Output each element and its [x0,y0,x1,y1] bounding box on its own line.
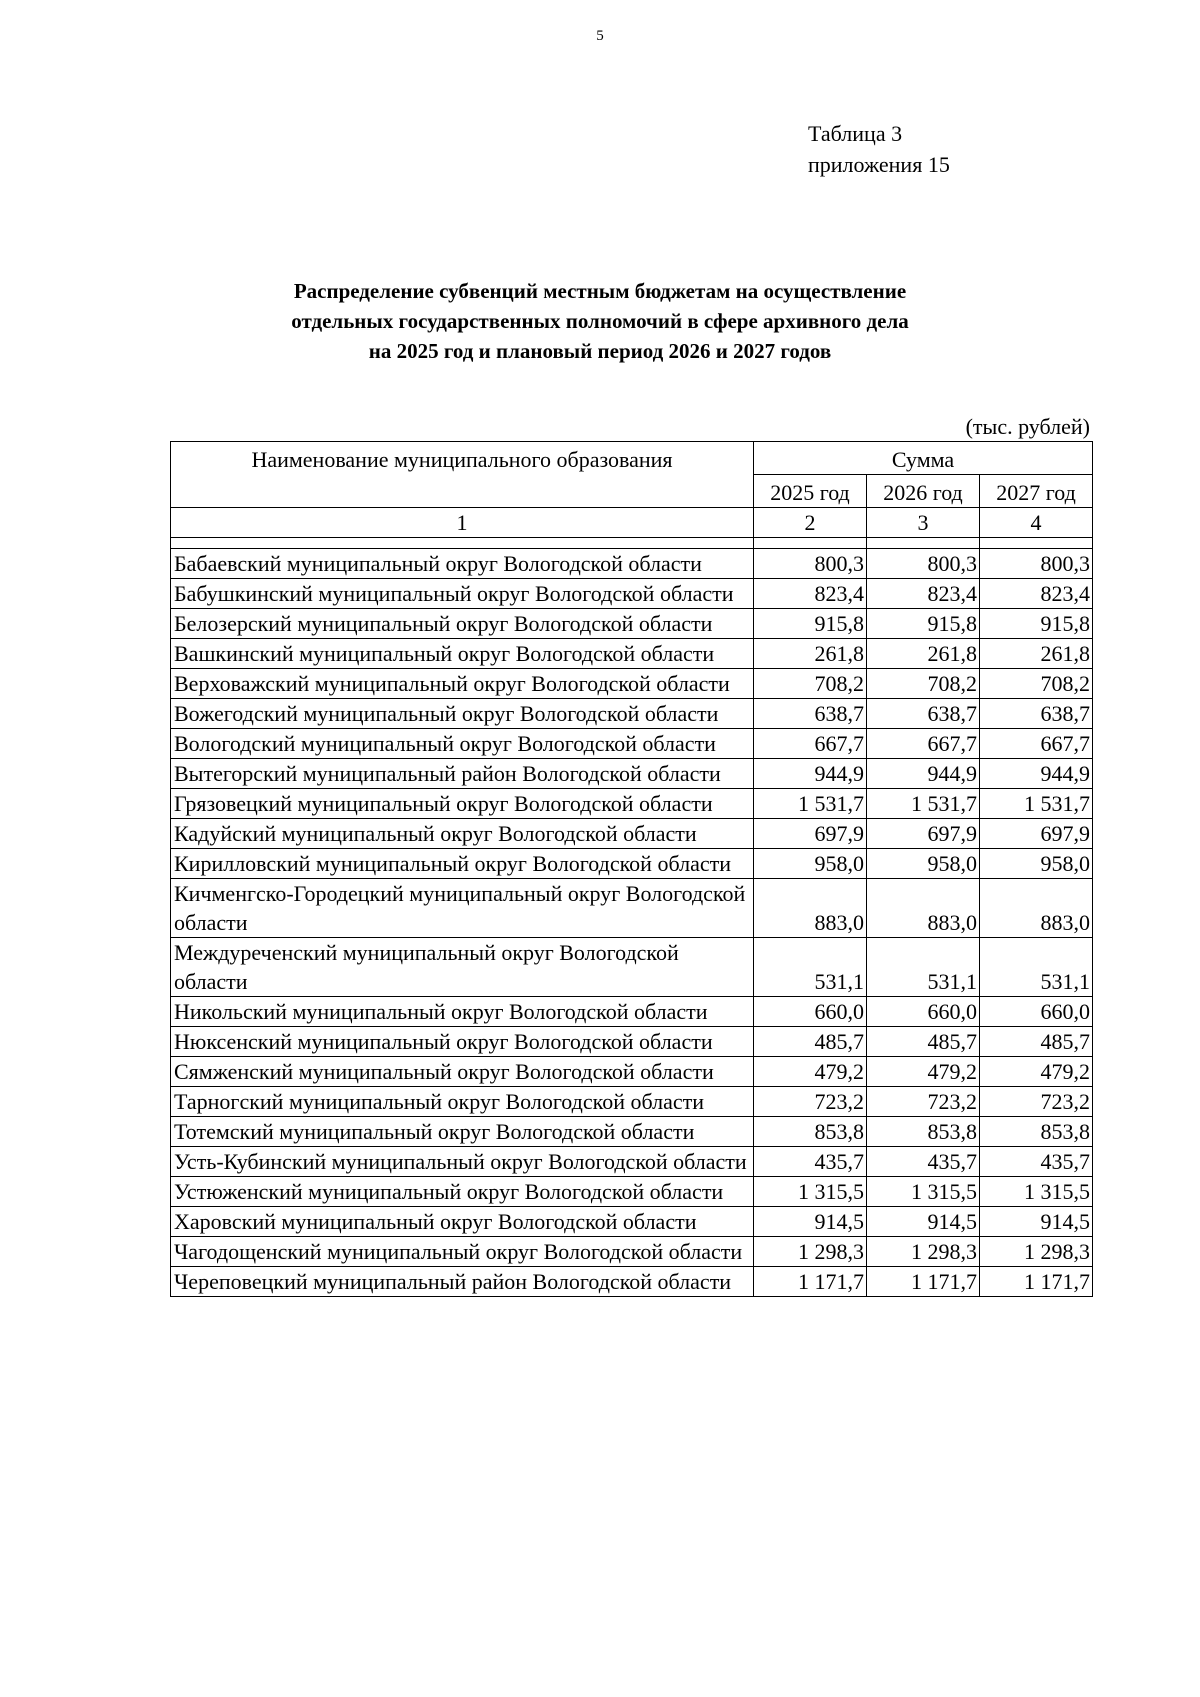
municipality-name: Грязовецкий муниципальный округ Вологодской области [171,789,754,819]
table-row [171,699,1093,729]
value-2026: 638,7 [867,699,980,729]
value-2027: 723,2 [980,1087,1093,1117]
value-2025: 883,0 [754,879,867,938]
value-2025: 660,0 [754,997,867,1027]
table-row [171,1027,1093,1057]
column-number: 3 [867,508,980,538]
header-sum: Сумма [754,442,1093,475]
table-row [171,759,1093,789]
municipality-name: Белозерский муниципальный округ Вологодской области [171,609,754,639]
value-2026: 944,9 [867,759,980,789]
value-2026: 1 531,7 [867,789,980,819]
value-2026: 479,2 [867,1057,980,1087]
municipality-name: Сямженский муниципальный округ Вологодской области [171,1057,754,1087]
value-2026: 1 298,3 [867,1237,980,1267]
value-2025: 944,9 [754,759,867,789]
value-2025: 531,1 [754,938,867,997]
value-2027: 485,7 [980,1027,1093,1057]
value-2025: 853,8 [754,1117,867,1147]
value-2025: 261,8 [754,639,867,669]
value-2025: 485,7 [754,1027,867,1057]
value-2026: 723,2 [867,1087,980,1117]
municipality-name: Бабаевский муниципальный округ Вологодской области [171,549,754,579]
value-2025: 435,7 [754,1147,867,1177]
value-2026: 800,3 [867,549,980,579]
table-row [171,549,1093,579]
value-2025: 823,4 [754,579,867,609]
value-2027: 667,7 [980,729,1093,759]
table-row [171,997,1093,1027]
municipality-name: Устюженский муниципальный округ Вологодской области [171,1177,754,1207]
value-2027: 958,0 [980,849,1093,879]
value-2027: 261,8 [980,639,1093,669]
title-line-1: Распределение субвенций местным бюджетам на осуществление [293,279,907,303]
table-row [171,1267,1093,1297]
value-2026: 660,0 [867,997,980,1027]
table-row [171,1177,1093,1207]
value-2026: 708,2 [867,669,980,699]
header-name: Наименование муниципального образования [171,442,754,508]
table-row [171,938,1093,997]
municipality-name: Кадуйский муниципальный округ Вологодской области [171,819,754,849]
column-number: 2 [754,508,867,538]
municipality-name: Тарногский муниципальный округ Вологодской области [171,1087,754,1117]
value-2025: 638,7 [754,699,867,729]
value-2027: 823,4 [980,579,1093,609]
table-reference: Таблица 3 [808,121,903,146]
municipality-name: Междуреченский муниципальный округ Вологодской области [171,938,754,997]
value-2027: 660,0 [980,997,1093,1027]
value-2025: 914,5 [754,1207,867,1237]
value-2025: 723,2 [754,1087,867,1117]
subvention-table [170,441,1093,1297]
value-2026: 853,8 [867,1117,980,1147]
municipality-name: Кирилловский муниципальный округ Вологодской области [171,849,754,879]
appendix-number: приложения 15 [808,152,950,177]
municipality-name: Вашкинский муниципальный округ Вологодской области [171,639,754,669]
table-row [171,819,1093,849]
value-2026: 823,4 [867,579,980,609]
table-row [171,1117,1093,1147]
value-2027: 531,1 [980,938,1093,997]
value-2027: 1 298,3 [980,1237,1093,1267]
table-row [171,879,1093,938]
table-row [171,1057,1093,1087]
value-2026: 435,7 [867,1147,980,1177]
value-2026: 261,8 [867,639,980,669]
value-2027: 1 171,7 [980,1267,1093,1297]
title-line-2: отдельных государственных полномочий в сфере архивного дела [291,309,909,333]
title-line-3: на 2025 год и плановый период 2026 и 2027 годов [368,339,832,363]
header-year-2026: 2026 год [867,475,980,508]
value-2025: 800,3 [754,549,867,579]
value-2027: 435,7 [980,1147,1093,1177]
value-2027: 883,0 [980,879,1093,938]
units-label: (тыс. рублей) [965,414,1090,439]
value-2027: 944,9 [980,759,1093,789]
value-2026: 1 315,5 [867,1177,980,1207]
table-row [171,1237,1093,1267]
value-2025: 1 531,7 [754,789,867,819]
column-number: 1 [171,508,754,538]
value-2027: 697,9 [980,819,1093,849]
municipality-name: Усть-Кубинский муниципальный округ Вологодской области [171,1147,754,1177]
table-row [171,609,1093,639]
municipality-name: Никольский муниципальный округ Вологодской области [171,997,754,1027]
appendix-reference [808,118,950,180]
value-2026: 915,8 [867,609,980,639]
value-2027: 708,2 [980,669,1093,699]
column-number: 4 [980,508,1093,538]
municipality-name: Бабушкинский муниципальный округ Вологодской области [171,579,754,609]
municipality-name: Тотемский муниципальный округ Вологодской области [171,1117,754,1147]
value-2027: 638,7 [980,699,1093,729]
municipality-name: Вожегодский муниципальный округ Вологодской области [171,699,754,729]
value-2025: 708,2 [754,669,867,699]
value-2026: 883,0 [867,879,980,938]
value-2026: 485,7 [867,1027,980,1057]
municipality-name: Кичменгско-Городецкий муниципальный округ Вологодской области [171,879,754,938]
header-spacer [171,538,1093,549]
value-2025: 479,2 [754,1057,867,1087]
value-2026: 697,9 [867,819,980,849]
page-number: 5 [596,28,604,44]
value-2025: 1 171,7 [754,1267,867,1297]
value-2027: 479,2 [980,1057,1093,1087]
value-2025: 1 298,3 [754,1237,867,1267]
value-2027: 915,8 [980,609,1093,639]
header-year-2025: 2025 год [754,475,867,508]
value-2026: 958,0 [867,849,980,879]
header-row-column-numbers [171,508,1093,538]
municipality-name: Чагодощенский муниципальный округ Вологодской области [171,1237,754,1267]
header-year-2027: 2027 год [980,475,1093,508]
table-body [171,549,1093,1297]
table-row [171,789,1093,819]
municipality-name: Харовский муниципальный округ Вологодской области [171,1207,754,1237]
value-2027: 1 531,7 [980,789,1093,819]
value-2025: 1 315,5 [754,1177,867,1207]
value-2027: 914,5 [980,1207,1093,1237]
value-2027: 1 315,5 [980,1177,1093,1207]
value-2025: 958,0 [754,849,867,879]
table-row [171,1207,1093,1237]
value-2026: 1 171,7 [867,1267,980,1297]
value-2025: 915,8 [754,609,867,639]
table-row [171,1147,1093,1177]
header-row-top [171,442,1093,475]
value-2026: 914,5 [867,1207,980,1237]
value-2027: 800,3 [980,549,1093,579]
value-2027: 853,8 [980,1117,1093,1147]
table-row [171,1087,1093,1117]
municipality-name: Верховажский муниципальный округ Вологодской области [171,669,754,699]
value-2026: 531,1 [867,938,980,997]
table-row [171,669,1093,699]
municipality-name: Вологодский муниципальный округ Вологодской области [171,729,754,759]
municipality-name: Вытегорский муниципальный район Вологодской области [171,759,754,789]
table-row [171,579,1093,609]
table-row [171,729,1093,759]
table-row [171,639,1093,669]
value-2025: 697,9 [754,819,867,849]
document-title [150,276,1050,366]
municipality-name: Череповецкий муниципальный район Вологодской области [171,1267,754,1297]
value-2025: 667,7 [754,729,867,759]
municipality-name: Нюксенский муниципальный округ Вологодской области [171,1027,754,1057]
value-2026: 667,7 [867,729,980,759]
table-row [171,849,1093,879]
